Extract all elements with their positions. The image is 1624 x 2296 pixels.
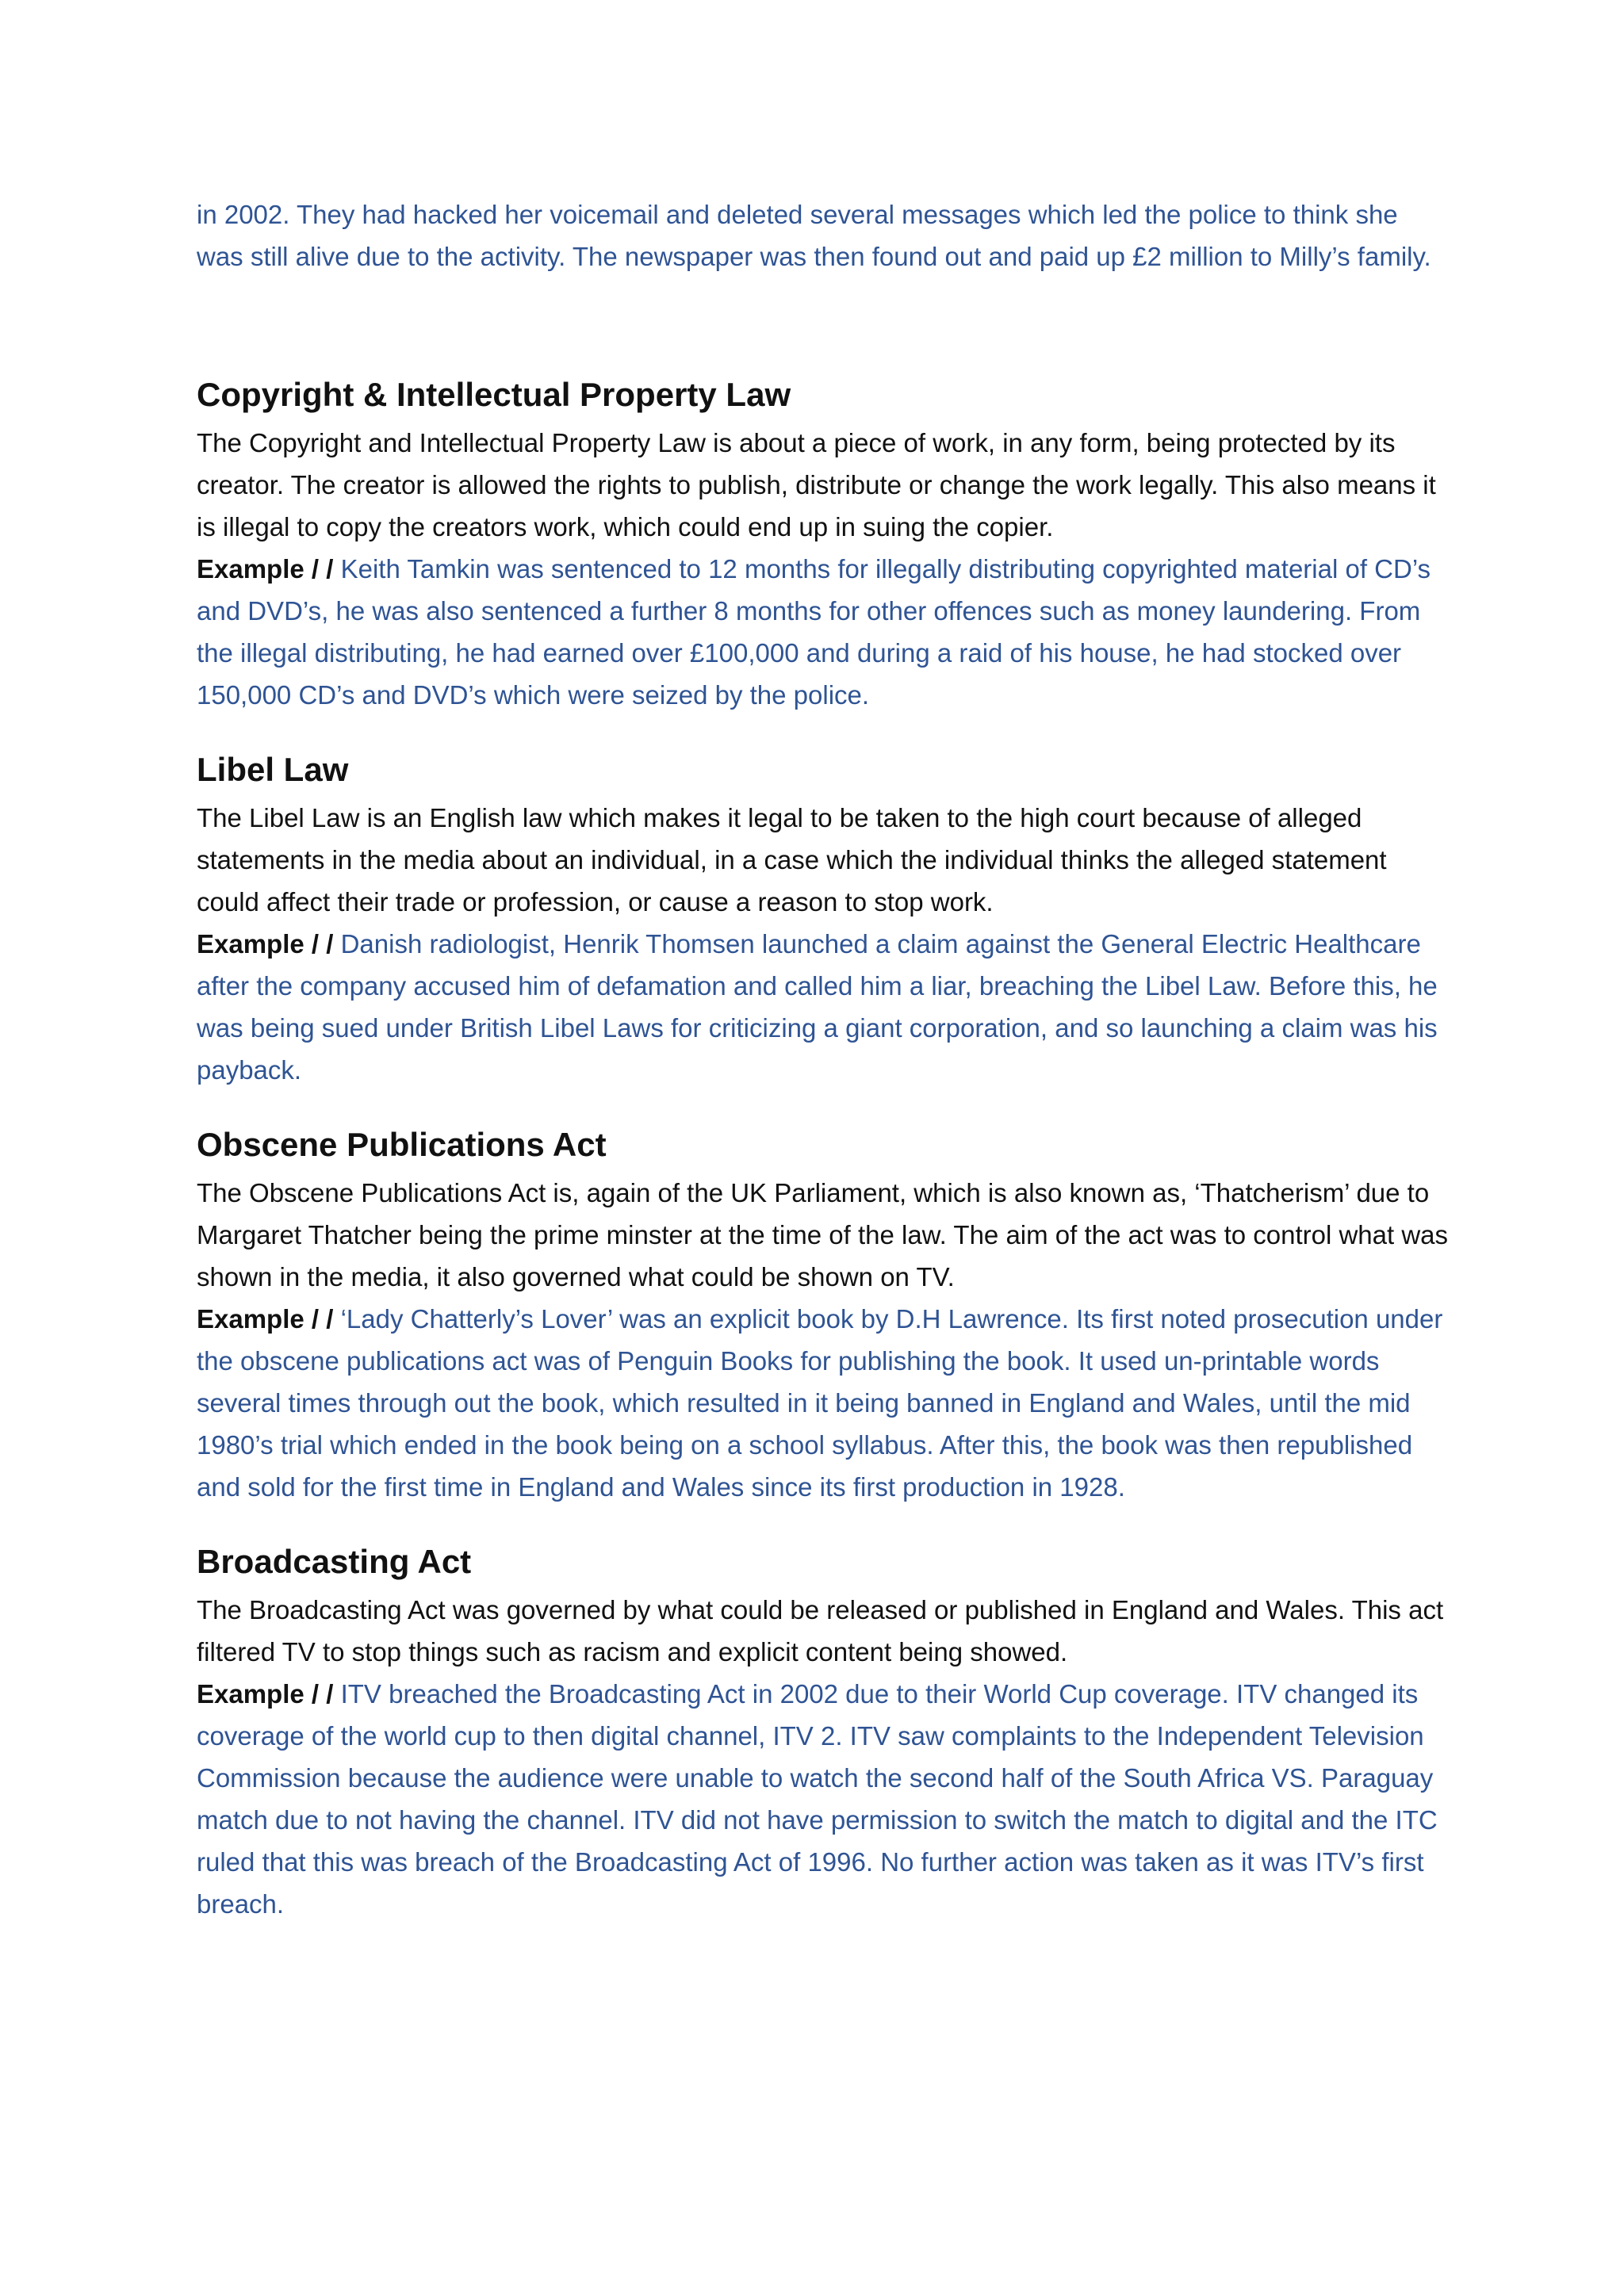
section-heading: Copyright & Intellectual Property Law [197, 376, 791, 413]
section-heading: Obscene Publications Act [197, 1126, 607, 1163]
example-text: Danish radiologist, Henrik Thomsen launched a claim against the General Electric Healthcare after the company accused him of defamation and called him a liar, breaching the Libel Law. Before this, he was being sued under British Libel Laws for criticizing a giant corporation, and so launching a claim was his payback. [197, 929, 1438, 1085]
example-label: Example / / [197, 1304, 334, 1334]
section-body: The Copyright and Intellectual Property Law is about a piece of work, in any form, being protected by its creator. The creator is allowed the rights to publish, distribute or change the work legally. This also means it is illegal to copy the creators work, which could end up in suing the copier. [197, 428, 1436, 541]
example-label: Example / / [197, 929, 334, 959]
section-example [197, 1298, 1450, 1508]
example-label: Example / / [197, 554, 334, 584]
section-copyright [197, 373, 1450, 716]
section-heading: Broadcasting Act [197, 1543, 472, 1580]
example-text: Keith Tamkin was sentenced to 12 months for illegally distributing copyrighted material of CD’s and DVD’s, he was also sentenced a further 8 months for other offences such as money laundering. From the illegal distributing, he had earned over £100,000 and during a raid of his house, he had stocked over 150,000 CD’s and DVD’s which were seized by the police. [197, 554, 1431, 710]
section-body: The Broadcasting Act was governed by what could be released or published in England and Wales. This act filtered TV to stop things such as racism and explicit content being showed. [197, 1595, 1444, 1667]
section-example [197, 1673, 1450, 1925]
example-text: ‘Lady Chatterly’s Lover’ was an explicit book by D.H Lawrence. Its first noted prosecution under the obscene publications act was of Penguin Books for publishing the book. It used un-printable words several times through out the book, which resulted in it being banned in England and Wales, until the mid 1980’s trial which ended in the book being on a school syllabus. After this, the book was then republished and sold for the first time in England and Wales since its first production in 1928. [197, 1304, 1443, 1502]
section-broadcasting-act [197, 1540, 1450, 1925]
example-text: ITV breached the Broadcasting Act in 2002 due to their World Cup coverage. ITV changed its coverage of the world cup to then digital channel, ITV 2. ITV saw complaints to the Independent Television Commission because the audience were unable to watch the second half of the South Africa VS. Paraguay match due to not having the channel. ITV did not have permission to switch the match to digital and the ITC ruled that this was breach of the Broadcasting Act of 1996. No further action was taken as it was ITV’s first breach. [197, 1679, 1438, 1919]
section-libel-law [197, 748, 1450, 1091]
section-example [197, 548, 1450, 716]
section-example [197, 923, 1450, 1091]
example-label: Example / / [197, 1679, 334, 1709]
section-heading: Libel Law [197, 751, 349, 788]
section-obscene-publications-act [197, 1123, 1450, 1508]
intro-paragraph: in 2002. They had hacked her voicemail and deleted several messages which led the police to think she was still alive due to the activity. The newspaper was then found out and paid up £2 million to Milly’s family. [197, 200, 1431, 271]
document-content [197, 193, 1450, 1957]
section-body: The Libel Law is an English law which makes it legal to be taken to the high court because of alleged statements in the media about an individual, in a case which the individual thinks the alleged statement could affect their trade or profession, or cause a reason to stop work. [197, 803, 1387, 916]
section-body: The Obscene Publications Act is, again of the UK Parliament, which is also known as, ‘Thatcherism’ due to Margaret Thatcher being the prime minster at the time of the law. The aim of the act was to control what was shown in the media, it also governed what could be shown on TV. [197, 1178, 1449, 1292]
